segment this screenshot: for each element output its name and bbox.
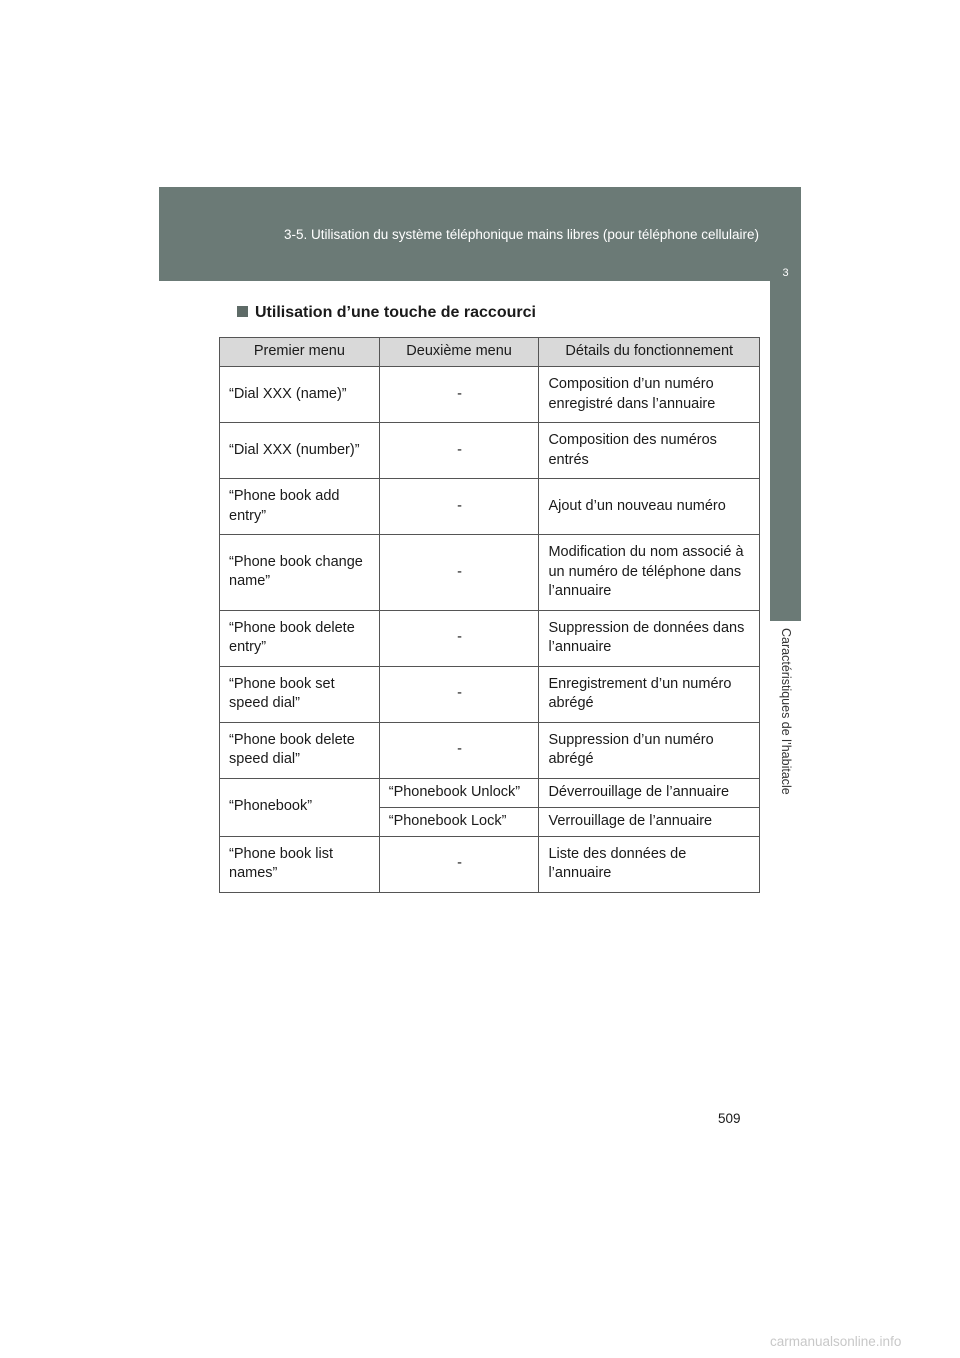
- cell-details: Composition d’un numéro enregistré dans l’annuaire: [539, 367, 760, 423]
- table-row: [220, 367, 760, 423]
- cell-first-menu: “Phone book delete speed dial”: [220, 722, 380, 778]
- table-row: [220, 666, 760, 722]
- cell-first-menu: “Phone book change name”: [220, 535, 380, 611]
- cell-details: Ajout d’un nouveau numéro: [539, 479, 760, 535]
- chapter-header-band: [159, 187, 801, 281]
- section-title: [237, 304, 536, 322]
- cell-second-menu: -: [379, 836, 539, 892]
- cell-details: Enregistrement d’un numéro abrégé: [539, 666, 760, 722]
- table-row: [220, 722, 760, 778]
- chapter-header-title: 3-5. Utilisation du système téléphonique mains libres (pour téléphone cellulaire): [283, 227, 759, 242]
- cell-details: Suppression d’un numéro abrégé: [539, 722, 760, 778]
- table-row: [220, 836, 760, 892]
- table-row: [220, 423, 760, 479]
- section-title-text: Utilisation d’une touche de raccourci: [255, 304, 536, 321]
- cell-first-menu: “Dial XXX (name)”: [220, 367, 380, 423]
- watermark: carmanualsonline.info: [770, 1334, 902, 1349]
- chapter-side-tab: [770, 217, 801, 621]
- shortcut-operations-table: [219, 337, 760, 893]
- cell-details: Composition des numéros entrés: [539, 423, 760, 479]
- table-row: [220, 778, 760, 807]
- cell-first-menu: “Phone book delete entry”: [220, 610, 380, 666]
- cell-first-menu: “Phonebook”: [220, 778, 380, 836]
- cell-second-menu: -: [379, 367, 539, 423]
- cell-details: Modification du nom associé à un numéro de téléphone dans l’annuaire: [539, 535, 760, 611]
- cell-first-menu: “Phone book add entry”: [220, 479, 380, 535]
- chapter-number: 3: [782, 267, 789, 279]
- cell-second-menu: -: [379, 535, 539, 611]
- column-header-details: Détails du fonctionnement: [539, 338, 760, 367]
- cell-details: Déverrouillage de l’annuaire: [539, 778, 760, 807]
- cell-first-menu: “Phone book set speed dial”: [220, 666, 380, 722]
- table-row: [220, 479, 760, 535]
- chapter-side-label: Caractéristiques de l’habitacle: [779, 628, 793, 795]
- cell-second-menu: “Phonebook Unlock”: [379, 778, 539, 807]
- table-row: [220, 535, 760, 611]
- column-header-first-menu: Premier menu: [220, 338, 380, 367]
- cell-details: Verrouillage de l’annuaire: [539, 807, 760, 836]
- cell-first-menu: “Dial XXX (number)”: [220, 423, 380, 479]
- cell-second-menu: -: [379, 423, 539, 479]
- cell-details: Liste des données de l’annuaire: [539, 836, 760, 892]
- square-bullet-icon: [237, 306, 248, 317]
- cell-second-menu: “Phonebook Lock”: [379, 807, 539, 836]
- cell-details: Suppression de données dans l’annuaire: [539, 610, 760, 666]
- table-row: [220, 610, 760, 666]
- page-number: 509: [718, 1111, 741, 1126]
- column-header-second-menu: Deuxième menu: [379, 338, 539, 367]
- cell-second-menu: -: [379, 722, 539, 778]
- cell-first-menu: “Phone book list names”: [220, 836, 380, 892]
- cell-second-menu: -: [379, 479, 539, 535]
- cell-second-menu: -: [379, 610, 539, 666]
- cell-second-menu: -: [379, 666, 539, 722]
- table-header-row: [220, 338, 760, 367]
